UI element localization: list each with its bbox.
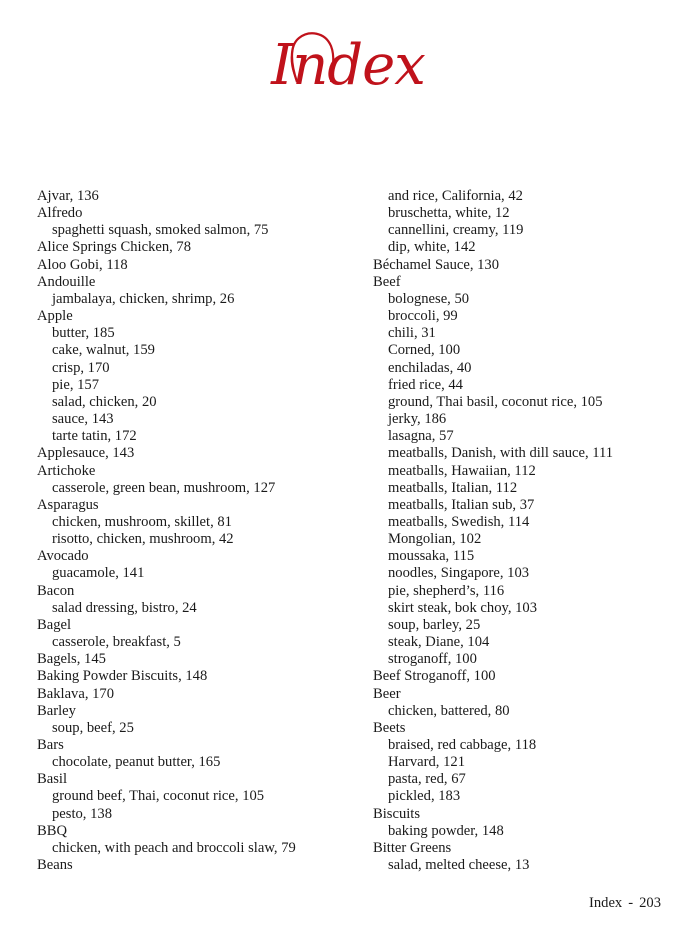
index-entry: Avocado (37, 548, 89, 565)
index-subentry: dip, white, 142 (388, 239, 476, 256)
index-subentry: risotto, chicken, mushroom, 42 (52, 531, 234, 548)
index-entry: Bacon (37, 582, 75, 599)
index-entry: Beef (373, 273, 401, 290)
page-title (0, 18, 696, 114)
index-subentry: cake, walnut, 159 (52, 342, 155, 359)
index-entry: Béchamel Sauce, 130 (373, 256, 500, 273)
index-entry: Bagels, 145 (37, 651, 106, 668)
index-subentry: sauce, 143 (52, 411, 114, 428)
index-entry: Andouille (37, 273, 96, 290)
index-entry: Beans (37, 857, 73, 874)
index-subentry: meatballs, Swedish, 114 (388, 513, 530, 530)
index-subentry: guacamole, 141 (52, 565, 145, 582)
index-subentry: salad dressing, bistro, 24 (52, 599, 197, 616)
index-subentry: soup, barley, 25 (388, 616, 481, 633)
index-subentry: crisp, 170 (52, 359, 110, 376)
index-subentry: cannellini, creamy, 119 (388, 222, 524, 239)
index-subentry: meatballs, Italian sub, 37 (388, 496, 535, 513)
index-subentry: skirt steak, bok choy, 103 (388, 599, 538, 616)
index-subentry: enchiladas, 40 (388, 359, 472, 376)
index-column-right (373, 188, 683, 874)
index-subentry: chocolate, peanut butter, 165 (52, 754, 221, 771)
index-subentry: chili, 31 (388, 325, 436, 342)
footer-section-label: Index (589, 895, 623, 911)
index-subentry: stroganoff, 100 (388, 651, 477, 668)
index-subentry: butter, 185 (52, 325, 115, 342)
index-subentry: noodles, Singapore, 103 (388, 565, 530, 582)
index-subentry: casserole, green bean, mushroom, 127 (52, 479, 276, 496)
index-entry: Asparagus (37, 496, 99, 513)
index-subentry: pie, shepherd’s, 116 (388, 582, 505, 599)
index-subentry: bruschetta, white, 12 (388, 205, 510, 222)
index-subentry: lasagna, 57 (388, 428, 454, 445)
index-entry: Ajvar, 136 (37, 188, 99, 204)
index-subentry: meatballs, Hawaiian, 112 (388, 462, 536, 479)
index-subentry: bolognese, 50 (388, 290, 470, 307)
index-subentry: jerky, 186 (388, 411, 447, 428)
index-subentry: ground, Thai basil, coconut rice, 105 (388, 393, 603, 410)
index-subentry: salad, chicken, 20 (52, 393, 157, 410)
index-subentry: meatballs, Italian, 112 (388, 479, 518, 496)
index-subentry: steak, Diane, 104 (388, 634, 490, 651)
index-subentry: broccoli, 99 (388, 308, 458, 325)
index-subentry: salad, melted cheese, 13 (388, 857, 530, 874)
index-entry: Biscuits (373, 805, 421, 822)
page-number: 203 (639, 895, 661, 911)
index-subentry: baking powder, 148 (388, 822, 504, 839)
page-footer (589, 895, 661, 912)
index-subentry: pie, 157 (52, 376, 100, 393)
index-entry: BBQ (37, 822, 68, 839)
index-subentry: jambalaya, chicken, shrimp, 26 (52, 290, 235, 307)
index-entry: Beef Stroganoff, 100 (373, 668, 496, 685)
index-subentry: Corned, 100 (388, 342, 461, 359)
index-subentry: tarte tatin, 172 (52, 428, 137, 445)
index-entry: Baklava, 170 (37, 685, 115, 702)
index-subentry: chicken, battered, 80 (388, 702, 510, 719)
index-subentry: moussaka, 115 (388, 548, 475, 565)
index-subentry: spaghetti squash, smoked salmon, 75 (52, 222, 269, 239)
index-subentry: chicken, mushroom, skillet, 81 (52, 513, 232, 530)
index-entry: Bitter Greens (373, 839, 452, 856)
title-flourish-icon (283, 24, 343, 84)
index-subentry: ground beef, Thai, coconut rice, 105 (52, 788, 265, 805)
index-subentry: casserole, breakfast, 5 (52, 634, 181, 651)
index-entry: Basil (37, 771, 67, 788)
index-entry: Beets (373, 719, 406, 736)
index-entry: Beer (373, 685, 401, 702)
index-subentry: meatballs, Danish, with dill sauce, 111 (388, 445, 614, 462)
index-subentry: pesto, 138 (52, 805, 112, 822)
index-entry: Bars (37, 737, 64, 753)
index-column-left (37, 188, 357, 874)
index-subentry: chicken, with peach and broccoli slaw, 79 (52, 839, 296, 856)
index-subentry: and rice, California, 42 (388, 188, 523, 204)
index-subentry: pickled, 183 (388, 788, 461, 805)
index-subentry: pasta, red, 67 (388, 771, 466, 788)
index-subentry: soup, beef, 25 (52, 719, 134, 736)
index-subentry: Harvard, 121 (388, 754, 465, 771)
index-entry: Aloo Gobi, 118 (37, 256, 128, 273)
index-entry: Alice Springs Chicken, 78 (37, 239, 192, 256)
index-entry: Artichoke (37, 462, 96, 479)
index-entry: Barley (37, 702, 76, 719)
index-entry: Apple (37, 308, 73, 325)
index-subentry: fried rice, 44 (388, 376, 463, 393)
index-entry: Bagel (37, 616, 72, 633)
index-entry: Alfredo (37, 205, 83, 222)
index-entry: Applesauce, 143 (37, 445, 135, 462)
footer-separator: - (628, 895, 634, 911)
page-title-text: Index (271, 33, 425, 98)
index-subentry: braised, red cabbage, 118 (388, 737, 537, 753)
index-subentry: Mongolian, 102 (388, 531, 482, 548)
index-entry: Baking Powder Biscuits, 148 (37, 668, 208, 685)
